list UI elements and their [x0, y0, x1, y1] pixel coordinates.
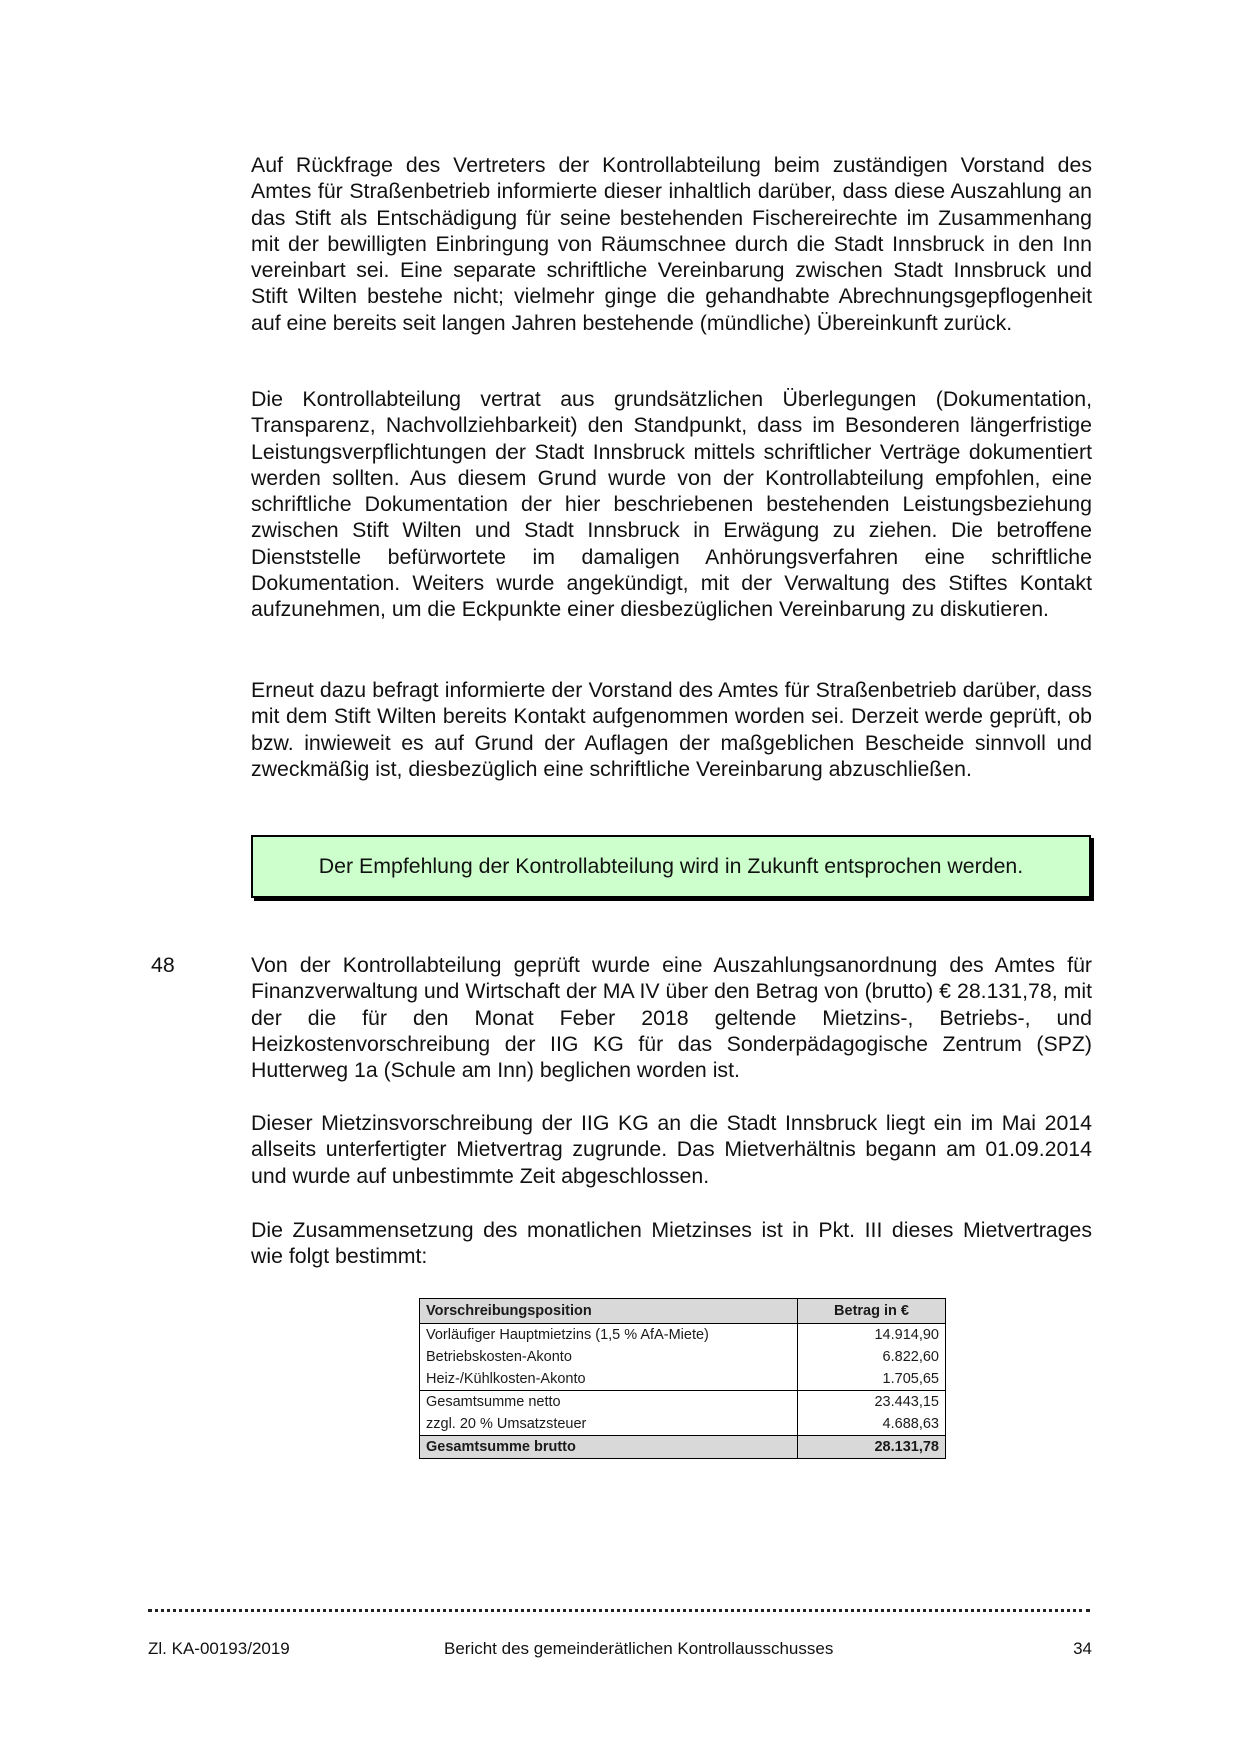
rent-composition-table	[419, 1298, 946, 1459]
paragraph-text: Auf Rückfrage des Vertreters der Kontrollabteilung beim zuständigen Vorstand des Amtes für Straßenbetrieb informierte dieser inhaltlich darüber, dass diese Auszahlung an das Stift als Entschädigung für seine bestehenden Fischereirechte im Zusammenhang mit der bewilligten Einbringung von Räumschnee durch die Stadt Innsbruck in den Inn vereinbart sei. Eine separate schriftliche Vereinbarung zwischen Stadt Innsbruck und Stift Wilten bestehe nicht; vielmehr ginge die gehandhabte Abrechnungsgepflogenheit auf eine bereits seit langen Jahren bestehende (mündliche) Übereinkunft zurück.	[251, 153, 1092, 335]
row-label: Gesamtsumme netto	[420, 1391, 798, 1414]
paragraph-rental-contract	[251, 1110, 1092, 1189]
item-number: 48	[151, 953, 175, 977]
table-row-subtotal	[420, 1391, 946, 1414]
row-amount: 28.131,78	[798, 1436, 946, 1459]
paragraph-documentation-recommendation	[251, 386, 1092, 623]
table-row	[420, 1368, 946, 1391]
table-row	[420, 1324, 946, 1347]
footer-dotted-divider	[148, 1609, 1090, 1612]
table-row-vat	[420, 1413, 946, 1436]
paragraph-text: Erneut dazu befragt informierte der Vorstand des Amtes für Straßenbetrieb darüber, dass mit dem Stift Wilten bereits Kontakt aufgenommen worden sei. Derzeit werde geprüft, ob bzw. inwieweit es auf Grund der Auflagen der maßgeblichen Bescheide sinnvoll und zweckmäßig ist, diesbezüglich eine schriftliche Vereinbarung abzuschließen.	[251, 678, 1092, 781]
paragraph-follow-up	[251, 677, 1092, 782]
paragraph-stift-wilten-payment	[251, 152, 1092, 336]
footer-title: Bericht des gemeinderätlichen Kontrollausschusses	[444, 1639, 834, 1658]
row-amount: 1.705,65	[798, 1368, 946, 1391]
row-label: Betriebskosten-Akonto	[420, 1346, 798, 1368]
page-number: 34	[1073, 1639, 1092, 1658]
callout-text: Der Empfehlung der Kontrollabteilung wird in Zukunft entsprochen werden.	[318, 854, 1024, 878]
column-header-position: Vorschreibungsposition	[420, 1299, 798, 1324]
column-header-amount: Betrag in €	[798, 1299, 946, 1324]
row-label: Heiz-/Kühlkosten-Akonto	[420, 1368, 798, 1391]
table-row	[420, 1346, 946, 1368]
row-label: Vorläufiger Hauptmietzins (1,5 % AfA-Miete)	[420, 1324, 798, 1347]
footer-reference: Zl. KA-00193/2019	[148, 1639, 290, 1658]
paragraph-text: Von der Kontrollabteilung geprüft wurde eine Auszahlungsanordnung des Amtes für Finanzverwaltung und Wirtschaft der MA IV über den Betrag von (brutto) € 28.131,78, mit der die für den Monat Feber 2018 geltende Mietzins-, Betriebs-, und Heizkostenvorschreibung der IIG KG für das Sonderpädagogische Zentrum (SPZ) Hutterweg 1a (Schule am Inn) beglichen worden ist.	[251, 953, 1092, 1083]
paragraph-text: Die Zusammensetzung des monatlichen Mietzinses ist in Pkt. III dieses Mietvertrages wie folgt bestimmt:	[251, 1218, 1092, 1269]
table-header-row	[420, 1299, 946, 1324]
row-amount: 6.822,60	[798, 1346, 946, 1368]
paragraph-rent-composition	[251, 1217, 1092, 1270]
paragraph-payment-order	[251, 952, 1092, 1083]
row-label: zzgl. 20 % Umsatzsteuer	[420, 1413, 798, 1436]
table-row-total	[420, 1436, 946, 1459]
row-amount: 4.688,63	[798, 1413, 946, 1436]
row-amount: 23.443,15	[798, 1391, 946, 1414]
row-amount: 14.914,90	[798, 1324, 946, 1347]
recommendation-callout-box	[251, 835, 1091, 898]
paragraph-text: Die Kontrollabteilung vertrat aus grundsätzlichen Überlegungen (Dokumentation, Transparenz, Nachvollziehbarkeit) den Standpunkt, dass im Besonderen längerfristige Leistungsverpflichtungen der Stadt Innsbruck mittels schriftlicher Verträge dokumentiert werden sollten. Aus diesem Grund wurde von der Kontrollabteilung empfohlen, eine schriftliche Dokumentation der hier beschriebenen bestehenden Leistungsbeziehung zwischen Stift Wilten und Stadt Innsbruck in Erwägung zu ziehen. Die betroffene Dienststelle befürwortete im damaligen Anhörungsverfahren eine schriftliche Dokumentation. Weiters wurde angekündigt, mit der Verwaltung des Stiftes Kontakt aufzunehmen, um die Eckpunkte einer diesbezüglichen Vereinbarung zu diskutieren.	[251, 387, 1092, 622]
row-label: Gesamtsumme brutto	[420, 1436, 798, 1459]
paragraph-text: Dieser Mietzinsvorschreibung der IIG KG an die Stadt Innsbruck liegt ein im Mai 2014 allseits unterfertigter Mietvertrag zugrunde. Das Mietverhältnis begann am 01.09.2014 und wurde auf unbestimmte Zeit abgeschlossen.	[251, 1111, 1092, 1188]
